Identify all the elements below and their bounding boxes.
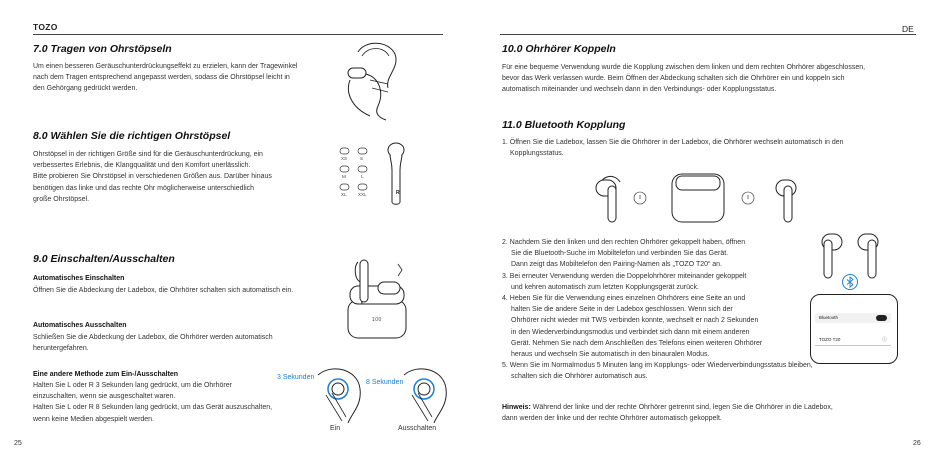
phone-mockup xyxy=(810,294,898,364)
section-10-title: 10.0 Ohrhörer Koppeln xyxy=(502,43,616,55)
bluetooth-icon xyxy=(842,274,858,290)
note-label: Hinweis: xyxy=(502,404,531,411)
phone-device-row[interactable] xyxy=(815,335,891,346)
label-off: Ausschalten xyxy=(398,425,437,432)
section-10-text: Für eine bequeme Verwendung wurde die Kopplung zwischen dem linken und dem rechten Ohrhörer abgeschlossen, bevor das Werk verlassen wurde. Beim Öffnen der Abdeckung schalten sich die Ohrhörer ein und koppeln sich automatisch miteinander und wechseln dann in den Verbindungs- oder Kopplungsstatus. xyxy=(502,64,866,94)
eight-seconds-label: 8 Sekunden xyxy=(366,379,404,386)
earbud-r-label: R xyxy=(396,190,400,196)
ear-insert-illustration xyxy=(340,38,405,120)
size-label-xs: XS xyxy=(341,156,348,161)
phone-bluetooth-label: Bluetooth xyxy=(819,315,839,320)
brand-logo: TOZO xyxy=(33,22,58,32)
page-number-right: 26 xyxy=(913,440,921,447)
size-label-xl: XL xyxy=(341,192,347,197)
press-off-illustration xyxy=(398,365,450,425)
size-label-s: S xyxy=(360,156,364,161)
phone-device-name: TOZO T20 xyxy=(819,337,841,342)
alt-method-text: Halten Sie L oder R 3 Sekunden lang gedrückt, um die Ohrhörer einzuschalten, wenn sie ausgeschaltet waren. Halten Sie L oder R 8 Sekunden lang gedrückt, um das Gerät auszuschalten, wenn keine Medien abgespielt werden. xyxy=(33,382,273,423)
auto-on-text: Öffnen Sie die Abdeckung der Ladebox, die Ohrhörer schalten sich automatisch ein. xyxy=(33,287,294,294)
header-rule-right xyxy=(500,34,916,35)
section-7-text: Um einen besseren Geräuschunterdrückungseffekt zu erzielen, kann der Tragewinkel nach dem Tragen entsprechend angepasst werden, sodass die Ohrstöpsel leicht in den Gehörgang gedrückt werden. xyxy=(33,63,298,93)
section-8-title: 8.0 Wählen Sie die richtigen Ohrstöpsel xyxy=(33,130,231,142)
section-7-title: 7.0 Tragen von Ohrstöpseln xyxy=(33,43,172,55)
earbud-with-tip-icon xyxy=(384,140,408,206)
alt-method-heading: Eine andere Methode zum Ein-/Ausschalten xyxy=(33,371,179,378)
section-9-title: 9.0 Einschalten/Ausschalten xyxy=(33,253,175,265)
size-label-l: L xyxy=(361,174,364,179)
press-on-illustration xyxy=(312,365,364,425)
step-1-text: 1. Öffnen Sie die Ladebox, lassen Sie die Ohrhörer in der Ladebox, die Ohrhörer wechseln automatisch in den Kopplungsstatus. xyxy=(502,139,844,158)
section-8-text: Ohrstöpsel in der richtigen Größe sind für die Geräuschunterdrückung, ein verbessertes Erlebnis, die Klangqualität und den Komfort unerlässlich. Bitte probieren Sie Ohrstöpsel in verschiedenen Größen aus. Darüber hinaus benötigen das linke und das rechte Ohr möglicherweise unterschiedlich große Ohrstöpsel. xyxy=(33,151,272,203)
size-label-xxl: XXL xyxy=(358,192,367,197)
auto-off-heading: Automatisches Ausschalten xyxy=(33,322,127,329)
auto-on-heading: Automatisches Einschalten xyxy=(33,275,125,282)
language-label: DE xyxy=(902,24,914,34)
three-seconds-label: 3 Sekunden xyxy=(277,374,315,381)
page-number-left: 25 xyxy=(14,440,22,447)
label-on: Ein xyxy=(330,425,341,432)
steps-2-to-5-text: 2. Nachdem Sie den linken und den rechten Ohrhörer gekoppelt haben, öffnen Sie die Bluetooth-Suche im Mobiltelefon und verbinden Sie das Gerät. Dann zeigt das Mobiltelefon den Pairing-Namen als „TOZO T20“ an. 3. Bei erneuter Verwendung werden die Doppelohrhörer miteinander gekoppelt und kehren automatisch zum letzten Kopplungsgerät zurück. 4. Heben Sie für die Verwendung eines einzelnen Ohrhörers eine Seite an und halten Sie die andere Seite in der Ladebox geschlossen. Wenn sich der Ohrhörer nicht wieder mit TWS verbinden konnte, wechselt er nach 2 Sekunden in den Wiederverbindungsmodus und verbindet sich dann mit einem anderen Gerät. Nehmen Sie nach dem Anschließen des Telefons einen weiteren Ohrhörer heraus und wechseln Sie automatisch in den binauralen Modus. 5. Wenn Sie im Normalmodus 5 Minuten lang im Kopplungs- oder Wiederverbindungsstatus bleiben, schalten sich die Ohrhörer automatisch aus. xyxy=(502,239,813,381)
size-label-m: M xyxy=(342,174,346,179)
phone-bluetooth-row[interactable] xyxy=(815,313,891,323)
pairing-diagram xyxy=(590,166,810,228)
phone-device-info-icon[interactable]: ⓘ xyxy=(881,337,887,343)
phone-bluetooth-toggle[interactable] xyxy=(876,315,887,321)
open-charging-case-illustration xyxy=(344,256,410,340)
case-display-readout: 100 xyxy=(372,317,382,323)
note-text: Hinweis: Während der linke und der rechte Ohrhörer getrennt sind, legen Sie die Ohrhörer in die Ladebox, dann werden der linke und der rechte Ohrhörer automatisch gekoppelt. xyxy=(502,404,833,423)
section-11-title: 11.0 Bluetooth Kopplung xyxy=(502,119,626,131)
header-rule-left xyxy=(33,34,443,35)
auto-off-text: Schließen Sie die Abdeckung der Ladebox, die Ohrhörer werden automatisch heruntergefahren. xyxy=(33,334,273,353)
